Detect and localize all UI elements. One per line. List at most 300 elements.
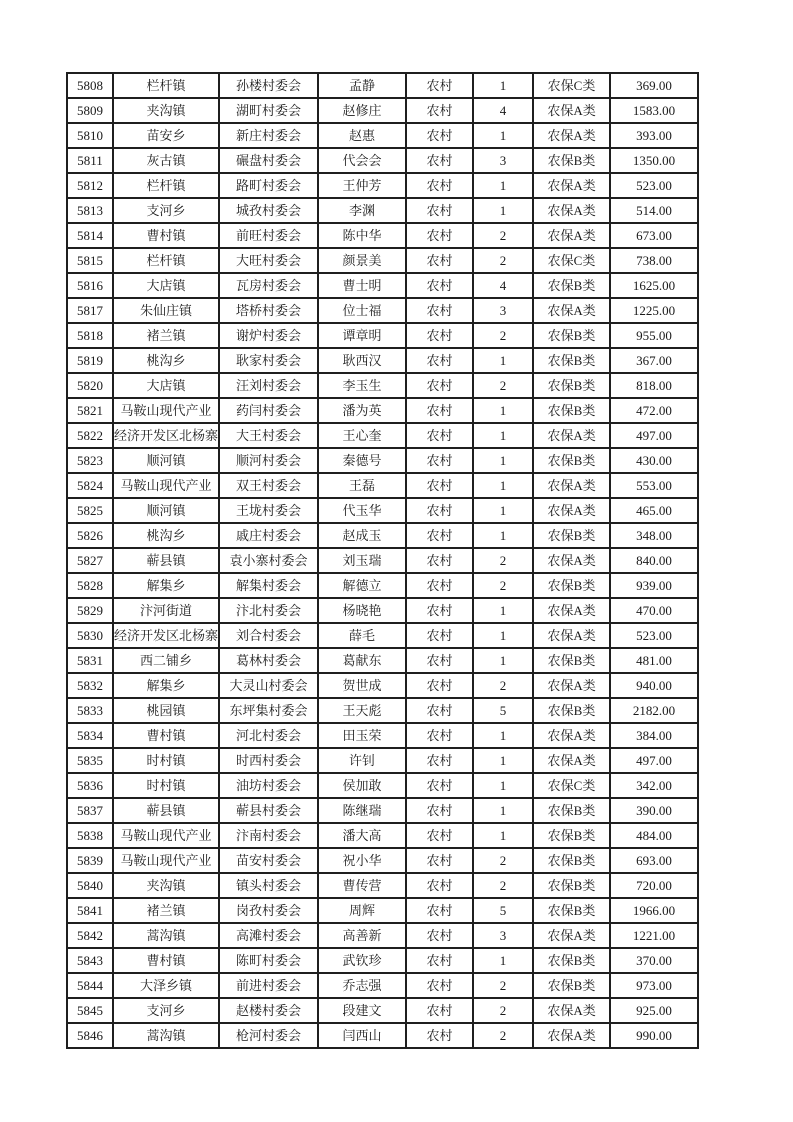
cell-count: 1 — [473, 173, 533, 198]
table-row — [67, 673, 698, 698]
table-row — [67, 323, 698, 348]
cell-category: 农保B类 — [533, 323, 610, 348]
cell-id: 5839 — [67, 848, 113, 873]
cell-area-type: 农村 — [406, 748, 473, 773]
cell-category: 农保B类 — [533, 898, 610, 923]
cell-village: 王垅村委会 — [219, 498, 318, 523]
cell-person: 许钊 — [318, 748, 406, 773]
cell-count: 2 — [473, 573, 533, 598]
table-row — [67, 648, 698, 673]
cell-village: 大旺村委会 — [219, 248, 318, 273]
cell-person: 曹传营 — [318, 873, 406, 898]
cell-amount: 2182.00 — [610, 698, 698, 723]
table-row — [67, 873, 698, 898]
cell-town: 大店镇 — [113, 373, 219, 398]
cell-person: 潘大高 — [318, 823, 406, 848]
cell-id: 5837 — [67, 798, 113, 823]
cell-village: 碾盘村委会 — [219, 148, 318, 173]
cell-area-type: 农村 — [406, 598, 473, 623]
cell-id: 5845 — [67, 998, 113, 1023]
cell-person: 王天彪 — [318, 698, 406, 723]
cell-person: 赵修庄 — [318, 98, 406, 123]
cell-id: 5811 — [67, 148, 113, 173]
cell-category: 农保A类 — [533, 98, 610, 123]
cell-count: 3 — [473, 923, 533, 948]
cell-id: 5826 — [67, 523, 113, 548]
table-row — [67, 523, 698, 548]
cell-person: 葛献东 — [318, 648, 406, 673]
table-row — [67, 298, 698, 323]
cell-category: 农保A类 — [533, 173, 610, 198]
cell-amount: 472.00 — [610, 398, 698, 423]
cell-town: 经济开发区北杨寨 — [113, 623, 219, 648]
cell-area-type: 农村 — [406, 73, 473, 98]
cell-category: 农保C类 — [533, 73, 610, 98]
cell-amount: 523.00 — [610, 173, 698, 198]
cell-village: 孙楼村委会 — [219, 73, 318, 98]
cell-person: 孟静 — [318, 73, 406, 98]
cell-count: 1 — [473, 773, 533, 798]
cell-id: 5834 — [67, 723, 113, 748]
cell-category: 农保A类 — [533, 298, 610, 323]
cell-town: 马鞍山现代产业 — [113, 848, 219, 873]
cell-town: 解集乡 — [113, 573, 219, 598]
cell-person: 贺世成 — [318, 673, 406, 698]
cell-count: 1 — [473, 498, 533, 523]
cell-category: 农保B类 — [533, 148, 610, 173]
cell-count: 1 — [473, 948, 533, 973]
cell-amount: 367.00 — [610, 348, 698, 373]
cell-count: 2 — [473, 323, 533, 348]
cell-count: 2 — [473, 248, 533, 273]
cell-id: 5828 — [67, 573, 113, 598]
table-row — [67, 173, 698, 198]
table-row — [67, 98, 698, 123]
cell-village: 双王村委会 — [219, 473, 318, 498]
cell-town: 汴河街道 — [113, 598, 219, 623]
cell-amount: 484.00 — [610, 823, 698, 848]
cell-town: 曹村镇 — [113, 223, 219, 248]
cell-count: 2 — [473, 1023, 533, 1048]
cell-village: 苗安村委会 — [219, 848, 318, 873]
cell-id: 5841 — [67, 898, 113, 923]
cell-village: 塔桥村委会 — [219, 298, 318, 323]
cell-id: 5822 — [67, 423, 113, 448]
cell-town: 西二铺乡 — [113, 648, 219, 673]
cell-category: 农保A类 — [533, 923, 610, 948]
cell-village: 蕲县村委会 — [219, 798, 318, 823]
cell-count: 1 — [473, 823, 533, 848]
cell-id: 5843 — [67, 948, 113, 973]
cell-area-type: 农村 — [406, 98, 473, 123]
cell-amount: 369.00 — [610, 73, 698, 98]
cell-area-type: 农村 — [406, 523, 473, 548]
cell-village: 葛林村委会 — [219, 648, 318, 673]
cell-amount: 925.00 — [610, 998, 698, 1023]
cell-category: 农保B类 — [533, 948, 610, 973]
table-row — [67, 898, 698, 923]
cell-area-type: 农村 — [406, 698, 473, 723]
cell-count: 2 — [473, 373, 533, 398]
cell-count: 1 — [473, 723, 533, 748]
cell-person: 乔志强 — [318, 973, 406, 998]
cell-id: 5832 — [67, 673, 113, 698]
cell-person: 武钦珍 — [318, 948, 406, 973]
cell-id: 5810 — [67, 123, 113, 148]
cell-amount: 1221.00 — [610, 923, 698, 948]
records-table — [66, 72, 699, 1049]
cell-village: 前进村委会 — [219, 973, 318, 998]
cell-town: 蕲县镇 — [113, 548, 219, 573]
table-row — [67, 548, 698, 573]
cell-area-type: 农村 — [406, 948, 473, 973]
table-row — [67, 773, 698, 798]
cell-amount: 1966.00 — [610, 898, 698, 923]
cell-count: 1 — [473, 598, 533, 623]
cell-village: 药闫村委会 — [219, 398, 318, 423]
cell-category: 农保A类 — [533, 423, 610, 448]
cell-amount: 342.00 — [610, 773, 698, 798]
cell-amount: 393.00 — [610, 123, 698, 148]
cell-person: 王仲芳 — [318, 173, 406, 198]
cell-count: 2 — [473, 848, 533, 873]
cell-village: 湖町村委会 — [219, 98, 318, 123]
cell-area-type: 农村 — [406, 723, 473, 748]
cell-town: 曹村镇 — [113, 723, 219, 748]
cell-village: 袁小寨村委会 — [219, 548, 318, 573]
table-row — [67, 998, 698, 1023]
cell-person: 李渊 — [318, 198, 406, 223]
cell-town: 夹沟镇 — [113, 98, 219, 123]
cell-village: 路町村委会 — [219, 173, 318, 198]
cell-person: 秦德号 — [318, 448, 406, 473]
cell-area-type: 农村 — [406, 798, 473, 823]
cell-amount: 470.00 — [610, 598, 698, 623]
cell-area-type: 农村 — [406, 873, 473, 898]
cell-id: 5809 — [67, 98, 113, 123]
cell-village: 解集村委会 — [219, 573, 318, 598]
cell-id: 5815 — [67, 248, 113, 273]
cell-count: 1 — [473, 798, 533, 823]
cell-town: 大泽乡镇 — [113, 973, 219, 998]
cell-category: 农保B类 — [533, 973, 610, 998]
cell-area-type: 农村 — [406, 198, 473, 223]
cell-village: 汴南村委会 — [219, 823, 318, 848]
cell-category: 农保B类 — [533, 823, 610, 848]
table-row — [67, 348, 698, 373]
cell-person: 陈继瑞 — [318, 798, 406, 823]
table-row — [67, 273, 698, 298]
cell-amount: 514.00 — [610, 198, 698, 223]
cell-town: 大店镇 — [113, 273, 219, 298]
table-row — [67, 398, 698, 423]
cell-id: 5816 — [67, 273, 113, 298]
cell-area-type: 农村 — [406, 898, 473, 923]
cell-person: 薛毛 — [318, 623, 406, 648]
cell-category: 农保A类 — [533, 723, 610, 748]
table-row — [67, 123, 698, 148]
cell-town: 支河乡 — [113, 998, 219, 1023]
cell-id: 5836 — [67, 773, 113, 798]
cell-count: 1 — [473, 123, 533, 148]
table-row — [67, 423, 698, 448]
cell-count: 1 — [473, 198, 533, 223]
cell-amount: 553.00 — [610, 473, 698, 498]
cell-area-type: 农村 — [406, 298, 473, 323]
cell-area-type: 农村 — [406, 548, 473, 573]
cell-count: 1 — [473, 73, 533, 98]
cell-amount: 497.00 — [610, 423, 698, 448]
cell-count: 1 — [473, 398, 533, 423]
cell-count: 4 — [473, 273, 533, 298]
cell-person: 陈中华 — [318, 223, 406, 248]
cell-amount: 1350.00 — [610, 148, 698, 173]
table-row — [67, 723, 698, 748]
cell-town: 曹村镇 — [113, 948, 219, 973]
cell-amount: 673.00 — [610, 223, 698, 248]
cell-category: 农保A类 — [533, 498, 610, 523]
cell-id: 5823 — [67, 448, 113, 473]
cell-town: 马鞍山现代产业 — [113, 398, 219, 423]
cell-count: 1 — [473, 448, 533, 473]
cell-town: 支河乡 — [113, 198, 219, 223]
table-row — [67, 848, 698, 873]
cell-person: 代玉华 — [318, 498, 406, 523]
cell-town: 顺河镇 — [113, 448, 219, 473]
cell-person: 潘为英 — [318, 398, 406, 423]
cell-category: 农保A类 — [533, 548, 610, 573]
cell-id: 5820 — [67, 373, 113, 398]
cell-person: 田玉荣 — [318, 723, 406, 748]
cell-area-type: 农村 — [406, 398, 473, 423]
cell-id: 5842 — [67, 923, 113, 948]
cell-person: 王磊 — [318, 473, 406, 498]
cell-id: 5844 — [67, 973, 113, 998]
cell-area-type: 农村 — [406, 223, 473, 248]
cell-area-type: 农村 — [406, 273, 473, 298]
cell-town: 蒿沟镇 — [113, 923, 219, 948]
cell-category: 农保B类 — [533, 798, 610, 823]
cell-count: 3 — [473, 298, 533, 323]
table-body — [67, 73, 698, 1048]
cell-amount: 818.00 — [610, 373, 698, 398]
table-row — [67, 573, 698, 598]
cell-count: 2 — [473, 223, 533, 248]
cell-category: 农保A类 — [533, 198, 610, 223]
cell-person: 代会会 — [318, 148, 406, 173]
cell-town: 顺河镇 — [113, 498, 219, 523]
cell-count: 2 — [473, 973, 533, 998]
cell-area-type: 农村 — [406, 323, 473, 348]
cell-village: 时西村委会 — [219, 748, 318, 773]
cell-area-type: 农村 — [406, 348, 473, 373]
cell-count: 5 — [473, 898, 533, 923]
table-row — [67, 148, 698, 173]
cell-count: 2 — [473, 673, 533, 698]
cell-person: 耿西汉 — [318, 348, 406, 373]
cell-area-type: 农村 — [406, 373, 473, 398]
cell-village: 陈町村委会 — [219, 948, 318, 973]
cell-town: 桃园镇 — [113, 698, 219, 723]
cell-area-type: 农村 — [406, 173, 473, 198]
table-row — [67, 473, 698, 498]
cell-category: 农保B类 — [533, 573, 610, 598]
cell-id: 5846 — [67, 1023, 113, 1048]
cell-category: 农保B类 — [533, 448, 610, 473]
cell-person: 高善新 — [318, 923, 406, 948]
table-row — [67, 973, 698, 998]
cell-category: 农保A类 — [533, 623, 610, 648]
cell-id: 5833 — [67, 698, 113, 723]
cell-category: 农保A类 — [533, 748, 610, 773]
cell-count: 1 — [473, 473, 533, 498]
cell-id: 5818 — [67, 323, 113, 348]
table-row — [67, 598, 698, 623]
cell-town: 经济开发区北杨寨 — [113, 423, 219, 448]
cell-amount: 384.00 — [610, 723, 698, 748]
cell-person: 位士福 — [318, 298, 406, 323]
cell-area-type: 农村 — [406, 773, 473, 798]
cell-person: 赵惠 — [318, 123, 406, 148]
cell-person: 颜景美 — [318, 248, 406, 273]
cell-category: 农保A类 — [533, 598, 610, 623]
cell-area-type: 农村 — [406, 823, 473, 848]
cell-amount: 939.00 — [610, 573, 698, 598]
cell-area-type: 农村 — [406, 998, 473, 1023]
cell-amount: 390.00 — [610, 798, 698, 823]
cell-amount: 348.00 — [610, 523, 698, 548]
cell-count: 5 — [473, 698, 533, 723]
cell-amount: 1225.00 — [610, 298, 698, 323]
table-row — [67, 1023, 698, 1048]
cell-person: 段建文 — [318, 998, 406, 1023]
cell-village: 耿家村委会 — [219, 348, 318, 373]
cell-id: 5830 — [67, 623, 113, 648]
cell-village: 高滩村委会 — [219, 923, 318, 948]
cell-id: 5819 — [67, 348, 113, 373]
cell-village: 顺河村委会 — [219, 448, 318, 473]
cell-area-type: 农村 — [406, 623, 473, 648]
cell-category: 农保B类 — [533, 348, 610, 373]
cell-town: 马鞍山现代产业 — [113, 473, 219, 498]
cell-person: 解德立 — [318, 573, 406, 598]
cell-town: 灰古镇 — [113, 148, 219, 173]
cell-id: 5840 — [67, 873, 113, 898]
cell-person: 谭章明 — [318, 323, 406, 348]
cell-village: 镇头村委会 — [219, 873, 318, 898]
cell-count: 2 — [473, 548, 533, 573]
cell-id: 5824 — [67, 473, 113, 498]
cell-amount: 1583.00 — [610, 98, 698, 123]
cell-category: 农保B类 — [533, 848, 610, 873]
cell-category: 农保B类 — [533, 698, 610, 723]
cell-id: 5829 — [67, 598, 113, 623]
cell-category: 农保B类 — [533, 373, 610, 398]
cell-town: 栏杆镇 — [113, 73, 219, 98]
cell-area-type: 农村 — [406, 123, 473, 148]
cell-count: 2 — [473, 998, 533, 1023]
cell-area-type: 农村 — [406, 1023, 473, 1048]
cell-amount: 523.00 — [610, 623, 698, 648]
cell-village: 赵楼村委会 — [219, 998, 318, 1023]
table-row — [67, 198, 698, 223]
table-row — [67, 498, 698, 523]
cell-id: 5831 — [67, 648, 113, 673]
cell-person: 周辉 — [318, 898, 406, 923]
cell-town: 蒿沟镇 — [113, 1023, 219, 1048]
table-row — [67, 448, 698, 473]
cell-area-type: 农村 — [406, 673, 473, 698]
cell-town: 栏杆镇 — [113, 173, 219, 198]
table-row — [67, 223, 698, 248]
cell-area-type: 农村 — [406, 498, 473, 523]
cell-village: 岗孜村委会 — [219, 898, 318, 923]
cell-person: 赵成玉 — [318, 523, 406, 548]
table-row — [67, 823, 698, 848]
cell-amount: 465.00 — [610, 498, 698, 523]
cell-category: 农保B类 — [533, 648, 610, 673]
cell-town: 褚兰镇 — [113, 323, 219, 348]
table-row — [67, 923, 698, 948]
cell-id: 5838 — [67, 823, 113, 848]
cell-area-type: 农村 — [406, 473, 473, 498]
cell-town: 时村镇 — [113, 773, 219, 798]
cell-town: 栏杆镇 — [113, 248, 219, 273]
cell-category: 农保A类 — [533, 998, 610, 1023]
cell-amount: 430.00 — [610, 448, 698, 473]
cell-amount: 693.00 — [610, 848, 698, 873]
cell-count: 3 — [473, 148, 533, 173]
cell-village: 刘合村委会 — [219, 623, 318, 648]
cell-area-type: 农村 — [406, 248, 473, 273]
cell-town: 朱仙庄镇 — [113, 298, 219, 323]
cell-village: 大灵山村委会 — [219, 673, 318, 698]
cell-village: 前旺村委会 — [219, 223, 318, 248]
table-row — [67, 948, 698, 973]
cell-area-type: 农村 — [406, 973, 473, 998]
cell-amount: 940.00 — [610, 673, 698, 698]
cell-category: 农保A类 — [533, 473, 610, 498]
cell-person: 刘玉瑞 — [318, 548, 406, 573]
cell-town: 马鞍山现代产业 — [113, 823, 219, 848]
cell-amount: 1625.00 — [610, 273, 698, 298]
cell-area-type: 农村 — [406, 423, 473, 448]
table-row — [67, 623, 698, 648]
cell-amount: 497.00 — [610, 748, 698, 773]
cell-count: 1 — [473, 523, 533, 548]
cell-village: 城孜村委会 — [219, 198, 318, 223]
cell-amount: 990.00 — [610, 1023, 698, 1048]
cell-count: 4 — [473, 98, 533, 123]
cell-amount: 955.00 — [610, 323, 698, 348]
cell-village: 汪刘村委会 — [219, 373, 318, 398]
cell-village: 枪河村委会 — [219, 1023, 318, 1048]
cell-category: 农保A类 — [533, 673, 610, 698]
cell-area-type: 农村 — [406, 848, 473, 873]
table-row — [67, 698, 698, 723]
cell-category: 农保A类 — [533, 123, 610, 148]
cell-id: 5808 — [67, 73, 113, 98]
cell-village: 大王村委会 — [219, 423, 318, 448]
cell-category: 农保B类 — [533, 523, 610, 548]
table-row — [67, 748, 698, 773]
cell-category: 农保A类 — [533, 223, 610, 248]
cell-id: 5821 — [67, 398, 113, 423]
cell-area-type: 农村 — [406, 448, 473, 473]
cell-id: 5817 — [67, 298, 113, 323]
cell-village: 戚庄村委会 — [219, 523, 318, 548]
cell-person: 侯加敢 — [318, 773, 406, 798]
